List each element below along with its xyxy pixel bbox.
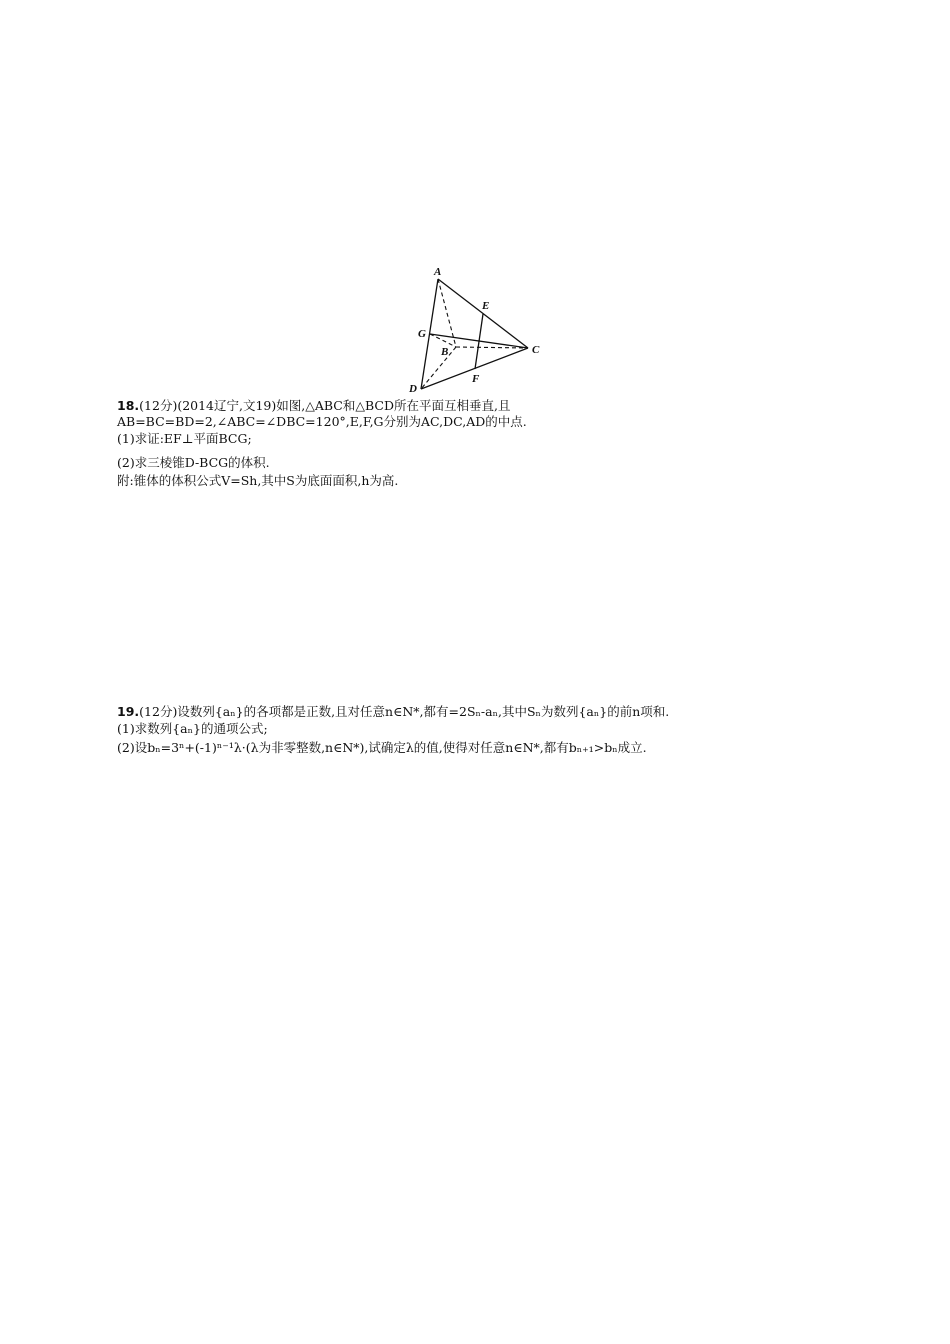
problem19-number: 19.	[117, 704, 140, 719]
problem18-part2: (2)求三棱锥D-BCG的体积.	[117, 455, 270, 470]
problem18-appendix: 附:锥体的体积公式V=Sh,其中S为底面面积,h为高.	[117, 473, 399, 488]
edge-BC-hidden	[456, 347, 528, 348]
problem19-part1: (1)求数列{aₙ}的通项公式;	[117, 721, 268, 736]
problem18-part1: (1)求证:EF⊥平面BCG;	[117, 431, 252, 446]
problem18-line2: AB=BC=BD=2,∠ABC=∠DBC=120°,E,F,G分别为AC,DC,AD的中点.	[117, 414, 527, 429]
problem18-text1: (12分)(2014辽宁,文19)如图,△ABC和△BCD所在平面互相垂直,且	[139, 398, 511, 413]
label-B: B	[441, 346, 449, 358]
problem18-line1	[117, 398, 510, 414]
problem19-line1	[117, 704, 669, 720]
label-D: D	[409, 383, 417, 395]
label-C: C	[532, 344, 540, 356]
label-A: A	[434, 266, 442, 278]
label-E: E	[482, 300, 490, 312]
label-G: G	[418, 328, 426, 340]
problem18-number: 18.	[117, 398, 140, 413]
label-F: F	[472, 373, 480, 385]
tetrahedron-figure	[400, 262, 560, 398]
problem19-text1: (12分)设数列{aₙ}的各项都是正数,且对任意n∈N*,都有=2Sₙ-aₙ,其中Sₙ为数列{aₙ}的前n项和.	[139, 704, 670, 719]
problem19-part2: (2)设bₙ=3ⁿ+(-1)ⁿ⁻¹λ·(λ为非零整数,n∈N*),试确定λ的值,使得对任意n∈N*,都有bₙ₊₁>bₙ成立.	[117, 740, 647, 755]
